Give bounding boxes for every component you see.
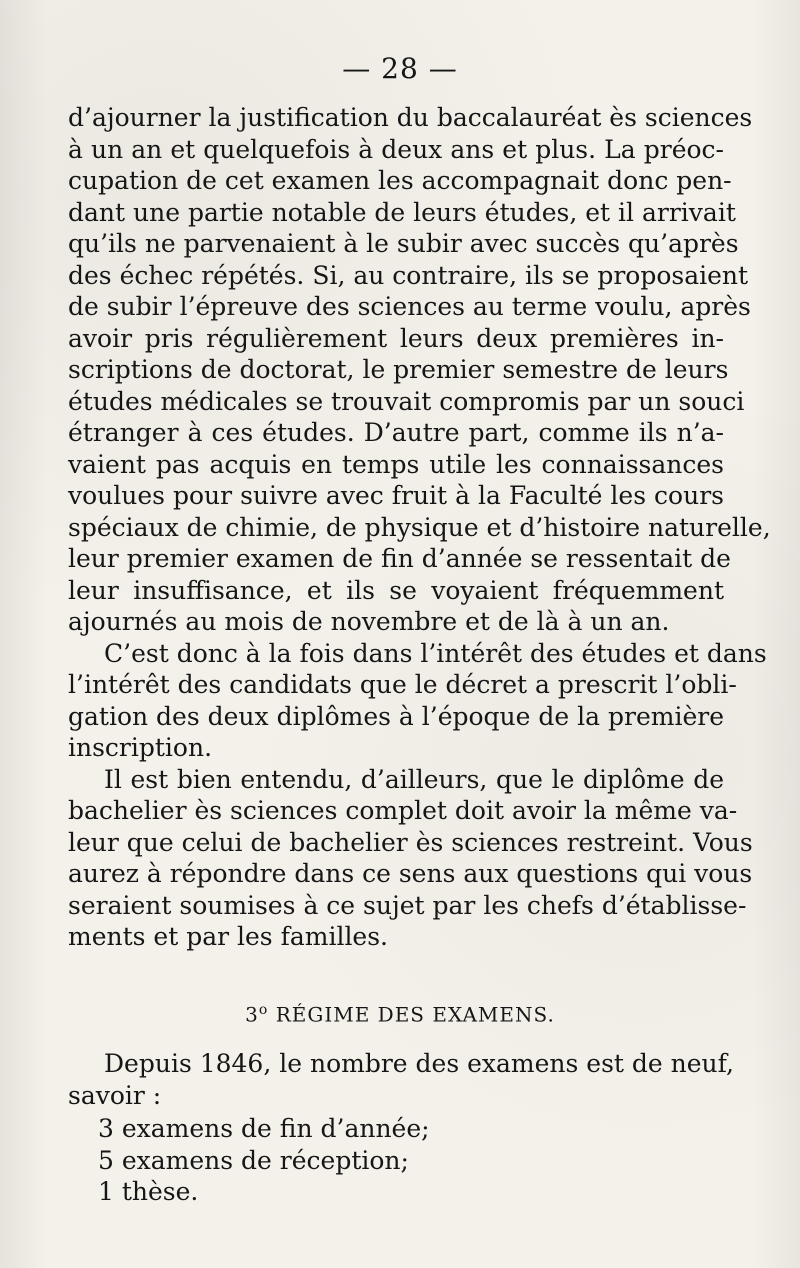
text-line: Depuis 1846, le nombre des examens est de neuf,	[104, 1049, 734, 1078]
exam-list	[98, 1113, 598, 1208]
text-line: bachelier ès sciences complet doit avoir la même va-	[68, 796, 738, 825]
text-line: leur que celui de bachelier ès sciences restreint. Vous	[68, 827, 753, 857]
text-line: qu’ils ne parvenaient à le subir avec succès qu’après	[68, 229, 739, 258]
text-line: à un an et quelquefois à deux ans et plus. La préoc-	[68, 134, 724, 164]
section-heading	[0, 1002, 800, 1027]
text-line: ajournés au mois de novembre et de là à un an.	[68, 607, 670, 636]
text-line: leur insuffisance, et ils se voyaient fréquemment	[68, 575, 724, 605]
text-line: inscription.	[68, 733, 213, 762]
text-line: gation des deux diplômes à l’époque de la première	[68, 701, 724, 731]
page-number: — 28 —	[342, 52, 458, 85]
text-line: dant une partie notable de leurs études, et il arrivait	[68, 197, 736, 227]
text-line: seraient soumises à ce sujet par les chefs d’établisse-	[68, 890, 747, 920]
text-line: l’intérêt des candidats que le décret a prescrit l’obli-	[68, 670, 737, 699]
section-number-sup: o	[258, 1002, 269, 1018]
text-line: des échec répétés. Si, au contraire, ils se proposaient	[68, 260, 749, 290]
text-line: d’ajourner la justification du baccalauréat ès sciences	[68, 103, 753, 132]
text-line: vaient pas acquis en temps utile les connaissances	[68, 449, 724, 479]
section-text	[68, 1048, 734, 1111]
text-line: avoir pris régulièrement leurs deux premières in-	[68, 323, 724, 353]
section-number: 3	[245, 1002, 259, 1027]
section-title: RÉGIME DES EXAMENS.	[275, 1002, 555, 1027]
text-line: voulues pour suivre avec fruit à la Faculté les cours	[68, 481, 724, 510]
text-line: scriptions de doctorat, le premier semestre de leurs	[68, 355, 729, 384]
text-line: C’est donc à la fois dans l’intérêt des études et dans	[104, 638, 767, 668]
body-text	[68, 102, 771, 953]
text-line: études médicales se trouvait compromis par un souci	[68, 386, 745, 416]
list-item: 3 examens de fin d’année;	[98, 1114, 430, 1143]
text-line: de subir l’épreuve des sciences au terme voulu, après	[68, 292, 751, 321]
list-item: 5 examens de réception;	[98, 1145, 409, 1175]
list-item: 1 thèse.	[98, 1177, 199, 1206]
text-line: aurez à répondre dans ce sens aux questions qui vous	[68, 859, 753, 888]
text-line: étranger à ces études. D’autre part, comme ils n’a-	[68, 418, 724, 447]
text-line: leur premier examen de fin d’année se ressentait de	[68, 544, 731, 573]
text-line: savoir :	[68, 1080, 162, 1110]
text-line: Il est bien entendu, d’ailleurs, que le diplôme de	[104, 764, 724, 794]
text-line: cupation de cet examen les accompagnait donc pen-	[68, 166, 732, 195]
text-line: spéciaux de chimie, de physique et d’histoire naturelle,	[68, 512, 771, 542]
text-line: ments et par les familles.	[68, 922, 389, 951]
